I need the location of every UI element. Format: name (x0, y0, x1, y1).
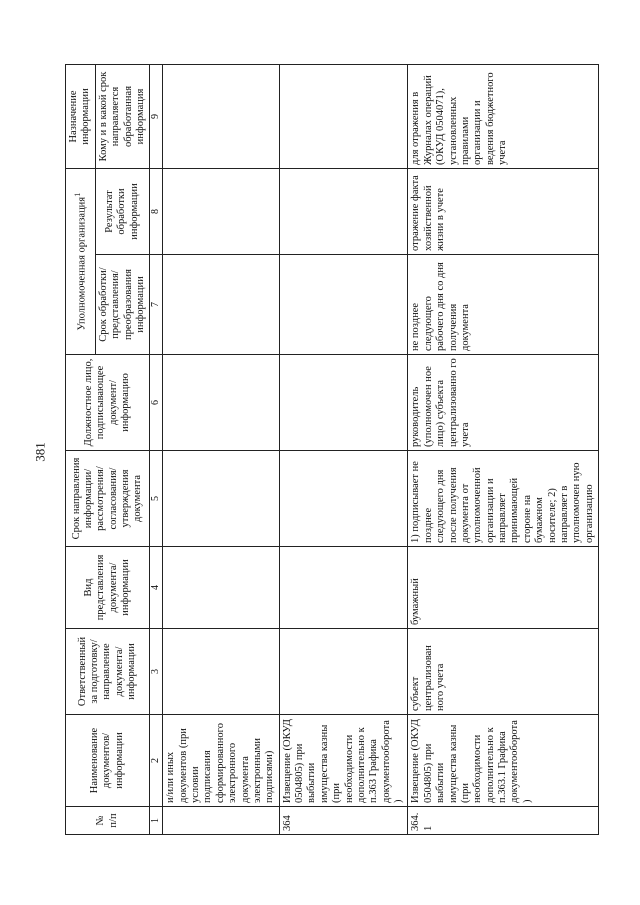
row-document-name: Извещение (ОКУД 0504805) при выбытии имущества казны (при необходимости дополнительно к п.363.1 Графика документооборота) (408, 715, 599, 807)
header-number: № п/п (66, 807, 150, 835)
column-numbers-row (150, 65, 163, 835)
row-number: 364 (279, 807, 408, 835)
header-footnote-mark: 1 (71, 192, 82, 197)
column-number: 4 (150, 547, 163, 629)
row-responsible (279, 629, 408, 715)
page-number: 381 (32, 442, 48, 462)
row-document-name: и/или иных документов (при условии подписания сформированного электронного документа электронными подписями) (163, 715, 279, 807)
row-responsible: субъект централизован ного учета (408, 629, 599, 715)
column-number: 3 (150, 629, 163, 715)
header-recipient: Кому и в какой срок направляется обработанная информация (95, 65, 150, 169)
table-row (279, 65, 408, 835)
row-number: 364.1 (408, 807, 599, 835)
column-number: 6 (150, 355, 163, 451)
table-row (163, 65, 279, 835)
header-responsible: Ответственный за подготовку/ направление документа/ информации (66, 629, 150, 715)
row-processing-deadline: не позднее следующего рабочего дня со дня получения документа (408, 255, 599, 355)
row-processing-result: отражение факта хозяйственной жизни в учете (408, 169, 599, 255)
header-signing-official: Должностное лицо, подписывающее документ/ информацию (66, 355, 150, 451)
row-representation-type (163, 547, 279, 629)
row-deadline: 1) подписывает не позднее следующего дня после получения документа от уполномоченной организации и направляет принимающей стороне на бумажном носителе; 2) направляет в уполномочен ную организацию (408, 451, 599, 547)
document-flow-table (65, 64, 599, 835)
row-processing-result (279, 169, 408, 255)
row-processing-result (163, 169, 279, 255)
column-number: 1 (150, 807, 163, 835)
row-recipient (163, 65, 279, 169)
row-signing-official (279, 355, 408, 451)
row-responsible (163, 629, 279, 715)
row-deadline (163, 451, 279, 547)
column-number: 2 (150, 715, 163, 807)
header-processing-result: Результат обработки информации (95, 169, 150, 255)
header-authorized-organization-label: Уполномоченная организация (76, 196, 88, 331)
row-processing-deadline (163, 255, 279, 355)
row-deadline (279, 451, 408, 547)
table-row (408, 65, 599, 835)
row-document-name: Извещение (ОКУД 0504805) при выбытии имущества казны (при необходимости дополнительно к п.363 Графика документооборота) (279, 715, 408, 807)
row-signing-official (163, 355, 279, 451)
header-authorized-organization (66, 169, 96, 355)
column-number: 9 (150, 65, 163, 169)
header-processing-deadline: Срок обработки/ представления/ преобразования информации (95, 255, 150, 355)
row-signing-official: руководитель (уполномочен ное лицо) субъекта централизованно го учета (408, 355, 599, 451)
row-representation-type: бумажный (408, 547, 599, 629)
header-deadline: Срок направления информации/ рассмотрения/ согласования/ утверждения документа (66, 451, 150, 547)
row-recipient: для отражения в Журналах операций (ОКУД 0504071), установленных правилами организации и ведения бюджетного учета (408, 65, 599, 169)
header-representation-type: Вид представления документа/ информации (66, 547, 150, 629)
rotated-table-container (65, 65, 595, 835)
header-purpose: Назначение информации (66, 65, 96, 169)
row-number (163, 807, 279, 835)
row-processing-deadline (279, 255, 408, 355)
column-number: 8 (150, 169, 163, 255)
column-number: 5 (150, 451, 163, 547)
header-row-1 (66, 65, 96, 835)
header-document-name: Наименование документов/ информации (66, 715, 150, 807)
row-recipient (279, 65, 408, 169)
column-number: 7 (150, 255, 163, 355)
row-representation-type (279, 547, 408, 629)
